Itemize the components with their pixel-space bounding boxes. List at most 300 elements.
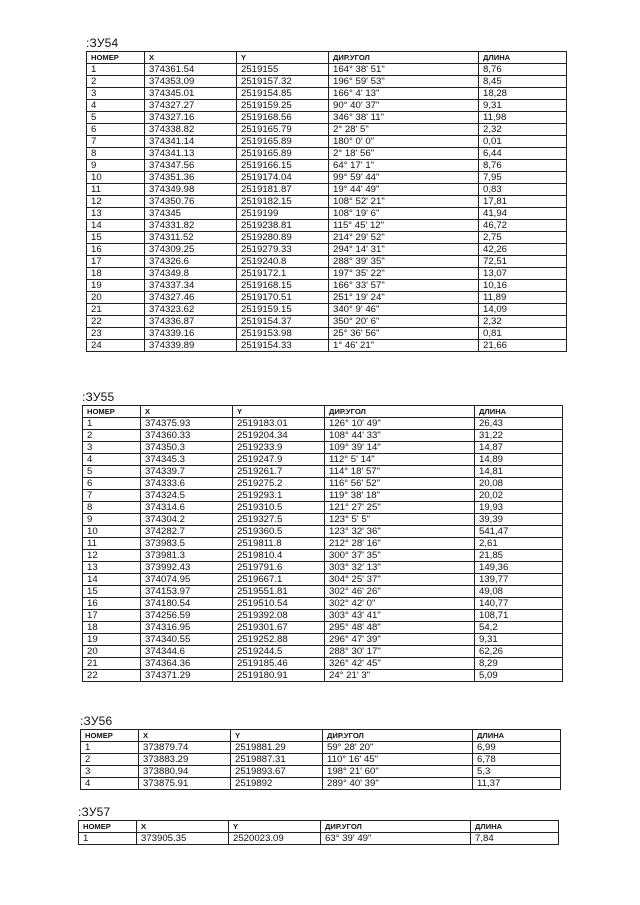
x-coordinate-cell: 374256.59 <box>141 610 233 622</box>
direction-angle-cell: 212° 28' 16" <box>325 538 475 550</box>
header-length: ДЛИНА <box>475 406 563 418</box>
y-coordinate-cell: 2519180.91 <box>233 670 325 682</box>
point-number-cell: 1 <box>87 64 145 76</box>
x-coordinate-cell: 374337.34 <box>145 280 237 292</box>
y-coordinate-cell: 2519182.15 <box>237 196 329 208</box>
table-row <box>87 160 567 172</box>
y-coordinate-cell: 2519310.5 <box>233 502 325 514</box>
point-number-cell: 4 <box>81 778 139 790</box>
y-coordinate-cell: 2519168.56 <box>237 112 329 124</box>
point-number-cell: 1 <box>79 833 137 845</box>
length-cell: 8,45 <box>479 76 567 88</box>
x-coordinate-cell: 374338.82 <box>145 124 237 136</box>
length-cell: 11,89 <box>479 292 567 304</box>
header-length: ДЛИНА <box>479 52 567 64</box>
y-coordinate-cell: 2519155 <box>237 64 329 76</box>
direction-angle-cell: 123° 5' 5" <box>325 514 475 526</box>
table-row <box>87 184 567 196</box>
y-coordinate-cell: 2519154.85 <box>237 88 329 100</box>
header-x: X <box>137 821 229 833</box>
y-coordinate-cell: 2519157.32 <box>237 76 329 88</box>
coords-table-zu56 <box>80 729 561 790</box>
point-number-cell: 1 <box>81 742 139 754</box>
direction-angle-cell: 303° 43' 41" <box>325 610 475 622</box>
table-row <box>81 778 561 790</box>
point-number-cell: 7 <box>83 490 141 502</box>
length-cell: 20,02 <box>475 490 563 502</box>
header-angle: ДИР.УГОЛ <box>323 730 473 742</box>
x-coordinate-cell: 374341.14 <box>145 136 237 148</box>
direction-angle-cell: 340° 9' 46" <box>329 304 479 316</box>
length-cell: 14,09 <box>479 304 567 316</box>
length-cell: 8,76 <box>479 64 567 76</box>
point-number-cell: 22 <box>87 316 145 328</box>
point-number-cell: 15 <box>87 232 145 244</box>
x-coordinate-cell: 374339.7 <box>141 466 233 478</box>
header-number: НОМЕР <box>81 730 139 742</box>
direction-angle-cell: 166° 33' 57" <box>329 280 479 292</box>
header-number: НОМЕР <box>83 406 141 418</box>
direction-angle-cell: 346° 38' 11" <box>329 112 479 124</box>
header-angle: ДИР.УГОЛ <box>321 821 471 833</box>
direction-angle-cell: 289° 40' 39" <box>323 778 473 790</box>
header-x: X <box>141 406 233 418</box>
x-coordinate-cell: 374353.09 <box>145 76 237 88</box>
direction-angle-cell: 251° 19' 24" <box>329 292 479 304</box>
x-coordinate-cell: 374364.36 <box>141 658 233 670</box>
length-cell: 9,31 <box>475 634 563 646</box>
length-cell: 11,37 <box>473 778 561 790</box>
length-cell: 10,16 <box>479 280 567 292</box>
table-row <box>87 172 567 184</box>
length-cell: 46,72 <box>479 220 567 232</box>
direction-angle-cell: 59° 28' 20" <box>323 742 473 754</box>
coords-table-zu55 <box>82 405 563 682</box>
x-coordinate-cell: 374326.6 <box>145 256 237 268</box>
direction-angle-cell: 63° 39' 49" <box>321 833 471 845</box>
table-row <box>83 670 563 682</box>
point-number-cell: 24 <box>87 340 145 352</box>
direction-angle-cell: 294° 14' 31" <box>329 244 479 256</box>
header-y: Y <box>237 52 329 64</box>
length-cell: 5,3 <box>473 766 561 778</box>
x-coordinate-cell: 374360.33 <box>141 430 233 442</box>
point-number-cell: 16 <box>87 244 145 256</box>
point-number-cell: 2 <box>81 754 139 766</box>
length-cell: 26,43 <box>475 418 563 430</box>
y-coordinate-cell: 2519247.9 <box>233 454 325 466</box>
length-cell: 9,31 <box>479 100 567 112</box>
y-coordinate-cell: 2519172.1 <box>237 268 329 280</box>
table-row <box>87 64 567 76</box>
x-coordinate-cell: 374361.54 <box>145 64 237 76</box>
length-cell: 6,99 <box>473 742 561 754</box>
table-row <box>81 742 561 754</box>
header-y: Y <box>233 406 325 418</box>
length-cell: 11,98 <box>479 112 567 124</box>
y-coordinate-cell: 2519392.08 <box>233 610 325 622</box>
table-row <box>87 136 567 148</box>
y-coordinate-cell: 2520023.09 <box>229 833 321 845</box>
header-x: X <box>145 52 237 64</box>
direction-angle-cell: 295° 48' 48" <box>325 622 475 634</box>
x-coordinate-cell: 374333.6 <box>141 478 233 490</box>
point-number-cell: 5 <box>87 112 145 124</box>
table-row <box>83 442 563 454</box>
table-row <box>83 538 563 550</box>
x-coordinate-cell: 373905.35 <box>137 833 229 845</box>
direction-angle-cell: 164° 38' 51" <box>329 64 479 76</box>
x-coordinate-cell: 374282.7 <box>141 526 233 538</box>
length-cell: 20,08 <box>475 478 563 490</box>
length-cell: 139,77 <box>475 574 563 586</box>
length-cell: 6,44 <box>479 148 567 160</box>
y-coordinate-cell: 2519166.15 <box>237 160 329 172</box>
y-coordinate-cell: 2519887.31 <box>231 754 323 766</box>
y-coordinate-cell: 2519185.46 <box>233 658 325 670</box>
direction-angle-cell: 24° 21' 3" <box>325 670 475 682</box>
point-number-cell: 3 <box>87 88 145 100</box>
length-cell: 0,81 <box>479 328 567 340</box>
y-coordinate-cell: 2519165.79 <box>237 124 329 136</box>
direction-angle-cell: 90° 40' 37" <box>329 100 479 112</box>
x-coordinate-cell: 374344.6 <box>141 646 233 658</box>
direction-angle-cell: 196° 59' 53" <box>329 76 479 88</box>
point-number-cell: 12 <box>83 550 141 562</box>
y-coordinate-cell: 2519238.81 <box>237 220 329 232</box>
direction-angle-cell: 326° 42' 45" <box>325 658 475 670</box>
table-row <box>87 244 567 256</box>
y-coordinate-cell: 2519154.37 <box>237 316 329 328</box>
direction-angle-cell: 109° 39' 14" <box>325 442 475 454</box>
x-coordinate-cell: 374345.01 <box>145 88 237 100</box>
y-coordinate-cell: 2519275.2 <box>233 478 325 490</box>
length-cell: 0,83 <box>479 184 567 196</box>
point-number-cell: 13 <box>87 208 145 220</box>
y-coordinate-cell: 2519174.04 <box>237 172 329 184</box>
header-length: ДЛИНА <box>471 821 559 833</box>
table-row <box>83 478 563 490</box>
point-number-cell: 6 <box>83 478 141 490</box>
table-row <box>87 328 567 340</box>
direction-angle-cell: 119° 38' 18" <box>325 490 475 502</box>
direction-angle-cell: 121° 27' 25" <box>325 502 475 514</box>
x-coordinate-cell: 373879.74 <box>139 742 231 754</box>
length-cell: 21,85 <box>475 550 563 562</box>
length-cell: 8,76 <box>479 160 567 172</box>
point-number-cell: 12 <box>87 196 145 208</box>
y-coordinate-cell: 2519810.4 <box>233 550 325 562</box>
point-number-cell: 2 <box>83 430 141 442</box>
y-coordinate-cell: 2519233.9 <box>233 442 325 454</box>
x-coordinate-cell: 374153.97 <box>141 586 233 598</box>
y-coordinate-cell: 2519252.88 <box>233 634 325 646</box>
table-row <box>83 562 563 574</box>
direction-angle-cell: 19° 44' 49" <box>329 184 479 196</box>
direction-angle-cell: 99° 59' 44" <box>329 172 479 184</box>
x-coordinate-cell: 374350.3 <box>141 442 233 454</box>
y-coordinate-cell: 2519204.34 <box>233 430 325 442</box>
table-row <box>81 754 561 766</box>
direction-angle-cell: 302° 42' 0" <box>325 598 475 610</box>
x-coordinate-cell: 374347.56 <box>145 160 237 172</box>
x-coordinate-cell: 374331.82 <box>145 220 237 232</box>
length-cell: 54,2 <box>475 622 563 634</box>
direction-angle-cell: 180° 0' 0" <box>329 136 479 148</box>
y-coordinate-cell: 2519165.89 <box>237 148 329 160</box>
x-coordinate-cell: 374316.95 <box>141 622 233 634</box>
length-cell: 72,51 <box>479 256 567 268</box>
direction-angle-cell: 288° 39' 35" <box>329 256 479 268</box>
x-coordinate-cell: 374323.62 <box>145 304 237 316</box>
header-y: Y <box>231 730 323 742</box>
y-coordinate-cell: 2519881.29 <box>231 742 323 754</box>
table-row <box>87 232 567 244</box>
length-cell: 2,75 <box>479 232 567 244</box>
length-cell: 108,71 <box>475 610 563 622</box>
y-coordinate-cell: 2519892 <box>231 778 323 790</box>
length-cell: 2,32 <box>479 316 567 328</box>
table-row <box>87 316 567 328</box>
y-coordinate-cell: 2519360.5 <box>233 526 325 538</box>
table-row <box>83 502 563 514</box>
table-row <box>83 586 563 598</box>
length-cell: 13,07 <box>479 268 567 280</box>
x-coordinate-cell: 374074.95 <box>141 574 233 586</box>
header-length: ДЛИНА <box>473 730 561 742</box>
point-number-cell: 14 <box>87 220 145 232</box>
table-row <box>87 196 567 208</box>
y-coordinate-cell: 2519183.01 <box>233 418 325 430</box>
table-row <box>87 112 567 124</box>
table-row <box>87 76 567 88</box>
header-angle: ДИР.УГОЛ <box>329 52 479 64</box>
x-coordinate-cell: 374339.89 <box>145 340 237 352</box>
x-coordinate-cell: 374349.98 <box>145 184 237 196</box>
length-cell: 31,22 <box>475 430 563 442</box>
point-number-cell: 15 <box>83 586 141 598</box>
y-coordinate-cell: 2519153.98 <box>237 328 329 340</box>
y-coordinate-cell: 2519159.15 <box>237 304 329 316</box>
direction-angle-cell: 108° 19' 6" <box>329 208 479 220</box>
x-coordinate-cell: 374327.27 <box>145 100 237 112</box>
direction-angle-cell: 116° 56' 52" <box>325 478 475 490</box>
table-row <box>83 526 563 538</box>
point-number-cell: 18 <box>87 268 145 280</box>
length-cell: 41,94 <box>479 208 567 220</box>
direction-angle-cell: 197° 35' 22" <box>329 268 479 280</box>
x-coordinate-cell: 374180.54 <box>141 598 233 610</box>
x-coordinate-cell: 373981.3 <box>141 550 233 562</box>
length-cell: 18,28 <box>479 88 567 100</box>
length-cell: 140,77 <box>475 598 563 610</box>
x-coordinate-cell: 374327.46 <box>145 292 237 304</box>
direction-angle-cell: 303° 32' 13" <box>325 562 475 574</box>
y-coordinate-cell: 2519261.7 <box>233 466 325 478</box>
table-row <box>83 610 563 622</box>
section-title-zu55: :ЗУ55 <box>82 390 115 404</box>
direction-angle-cell: 114° 18' 57" <box>325 466 475 478</box>
y-coordinate-cell: 2519510.54 <box>233 598 325 610</box>
point-number-cell: 18 <box>83 622 141 634</box>
table-row <box>87 88 567 100</box>
table-row <box>87 124 567 136</box>
length-cell: 21,66 <box>479 340 567 352</box>
direction-angle-cell: 110° 16' 45" <box>323 754 473 766</box>
y-coordinate-cell: 2519279.33 <box>237 244 329 256</box>
table-row <box>83 514 563 526</box>
point-number-cell: 11 <box>83 538 141 550</box>
table-row <box>87 208 567 220</box>
point-number-cell: 8 <box>83 502 141 514</box>
direction-angle-cell: 115° 45' 12" <box>329 220 479 232</box>
header-x: X <box>139 730 231 742</box>
length-cell: 7,84 <box>471 833 559 845</box>
point-number-cell: 5 <box>83 466 141 478</box>
x-coordinate-cell: 373992.43 <box>141 562 233 574</box>
table-row <box>83 430 563 442</box>
point-number-cell: 16 <box>83 598 141 610</box>
point-number-cell: 22 <box>83 670 141 682</box>
direction-angle-cell: 288° 30' 17" <box>325 646 475 658</box>
table-row <box>83 574 563 586</box>
point-number-cell: 21 <box>87 304 145 316</box>
x-coordinate-cell: 374336.87 <box>145 316 237 328</box>
point-number-cell: 2 <box>87 76 145 88</box>
point-number-cell: 17 <box>83 610 141 622</box>
y-coordinate-cell: 2519165.89 <box>237 136 329 148</box>
point-number-cell: 3 <box>81 766 139 778</box>
table-row <box>83 658 563 670</box>
direction-angle-cell: 112° 5' 14" <box>325 454 475 466</box>
point-number-cell: 13 <box>83 562 141 574</box>
x-coordinate-cell: 373883.29 <box>139 754 231 766</box>
point-number-cell: 14 <box>83 574 141 586</box>
table-header-row <box>79 821 559 833</box>
point-number-cell: 21 <box>83 658 141 670</box>
length-cell: 149,36 <box>475 562 563 574</box>
direction-angle-cell: 108° 44' 33" <box>325 430 475 442</box>
table-row <box>87 304 567 316</box>
point-number-cell: 19 <box>83 634 141 646</box>
length-cell: 14,89 <box>475 454 563 466</box>
x-coordinate-cell: 374304.2 <box>141 514 233 526</box>
table-row <box>83 550 563 562</box>
y-coordinate-cell: 2519811.8 <box>233 538 325 550</box>
direction-angle-cell: 1° 46' 21" <box>329 340 479 352</box>
x-coordinate-cell: 374345.3 <box>141 454 233 466</box>
table-row <box>87 292 567 304</box>
direction-angle-cell: 108° 52' 21" <box>329 196 479 208</box>
length-cell: 6,78 <box>473 754 561 766</box>
x-coordinate-cell: 374350.76 <box>145 196 237 208</box>
length-cell: 7,95 <box>479 172 567 184</box>
coords-table-zu54 <box>86 51 567 352</box>
section-title-zu54: :ЗУ54 <box>86 36 119 50</box>
point-number-cell: 8 <box>87 148 145 160</box>
length-cell: 5,09 <box>475 670 563 682</box>
point-number-cell: 20 <box>87 292 145 304</box>
table-row <box>83 490 563 502</box>
length-cell: 42,26 <box>479 244 567 256</box>
header-number: НОМЕР <box>87 52 145 64</box>
direction-angle-cell: 300° 37' 35" <box>325 550 475 562</box>
x-coordinate-cell: 374324.5 <box>141 490 233 502</box>
y-coordinate-cell: 2519240.8 <box>237 256 329 268</box>
point-number-cell: 20 <box>83 646 141 658</box>
x-coordinate-cell: 374340.55 <box>141 634 233 646</box>
table-header-row <box>83 406 563 418</box>
point-number-cell: 4 <box>83 454 141 466</box>
length-cell: 14,87 <box>475 442 563 454</box>
table-row <box>87 268 567 280</box>
x-coordinate-cell: 373875.91 <box>139 778 231 790</box>
length-cell: 2,61 <box>475 538 563 550</box>
y-coordinate-cell: 2519168.15 <box>237 280 329 292</box>
direction-angle-cell: 214° 29' 52" <box>329 232 479 244</box>
y-coordinate-cell: 2519667.1 <box>233 574 325 586</box>
y-coordinate-cell: 2519170.51 <box>237 292 329 304</box>
length-cell: 62,26 <box>475 646 563 658</box>
x-coordinate-cell: 374314.6 <box>141 502 233 514</box>
x-coordinate-cell: 374339.16 <box>145 328 237 340</box>
y-coordinate-cell: 2519159.25 <box>237 100 329 112</box>
table-row <box>87 100 567 112</box>
table-row <box>87 148 567 160</box>
x-coordinate-cell: 374349.8 <box>145 268 237 280</box>
direction-angle-cell: 296° 47' 39" <box>325 634 475 646</box>
point-number-cell: 10 <box>83 526 141 538</box>
y-coordinate-cell: 2519327.5 <box>233 514 325 526</box>
point-number-cell: 3 <box>83 442 141 454</box>
x-coordinate-cell: 374309.25 <box>145 244 237 256</box>
y-coordinate-cell: 2519154.33 <box>237 340 329 352</box>
table-row <box>83 634 563 646</box>
y-coordinate-cell: 2519199 <box>237 208 329 220</box>
direction-angle-cell: 2° 28' 5" <box>329 124 479 136</box>
table-row <box>87 280 567 292</box>
x-coordinate-cell: 373880.94 <box>139 766 231 778</box>
y-coordinate-cell: 2519280.89 <box>237 232 329 244</box>
table-row <box>87 220 567 232</box>
direction-angle-cell: 123° 32' 36" <box>325 526 475 538</box>
x-coordinate-cell: 374351.36 <box>145 172 237 184</box>
table-row <box>83 622 563 634</box>
header-number: НОМЕР <box>79 821 137 833</box>
table-row <box>87 340 567 352</box>
length-cell: 49,08 <box>475 586 563 598</box>
length-cell: 8,29 <box>475 658 563 670</box>
length-cell: 541,47 <box>475 526 563 538</box>
table-row <box>83 646 563 658</box>
table-row <box>87 256 567 268</box>
point-number-cell: 9 <box>87 160 145 172</box>
direction-angle-cell: 302° 46' 26" <box>325 586 475 598</box>
point-number-cell: 1 <box>83 418 141 430</box>
x-coordinate-cell: 374375.93 <box>141 418 233 430</box>
point-number-cell: 11 <box>87 184 145 196</box>
table-header-row <box>81 730 561 742</box>
y-coordinate-cell: 2519244.5 <box>233 646 325 658</box>
y-coordinate-cell: 2519791.6 <box>233 562 325 574</box>
point-number-cell: 17 <box>87 256 145 268</box>
point-number-cell: 7 <box>87 136 145 148</box>
table-row <box>83 466 563 478</box>
length-cell: 17,81 <box>479 196 567 208</box>
x-coordinate-cell: 374371.29 <box>141 670 233 682</box>
table-row <box>83 454 563 466</box>
section-title-zu56: :ЗУ56 <box>80 714 113 728</box>
